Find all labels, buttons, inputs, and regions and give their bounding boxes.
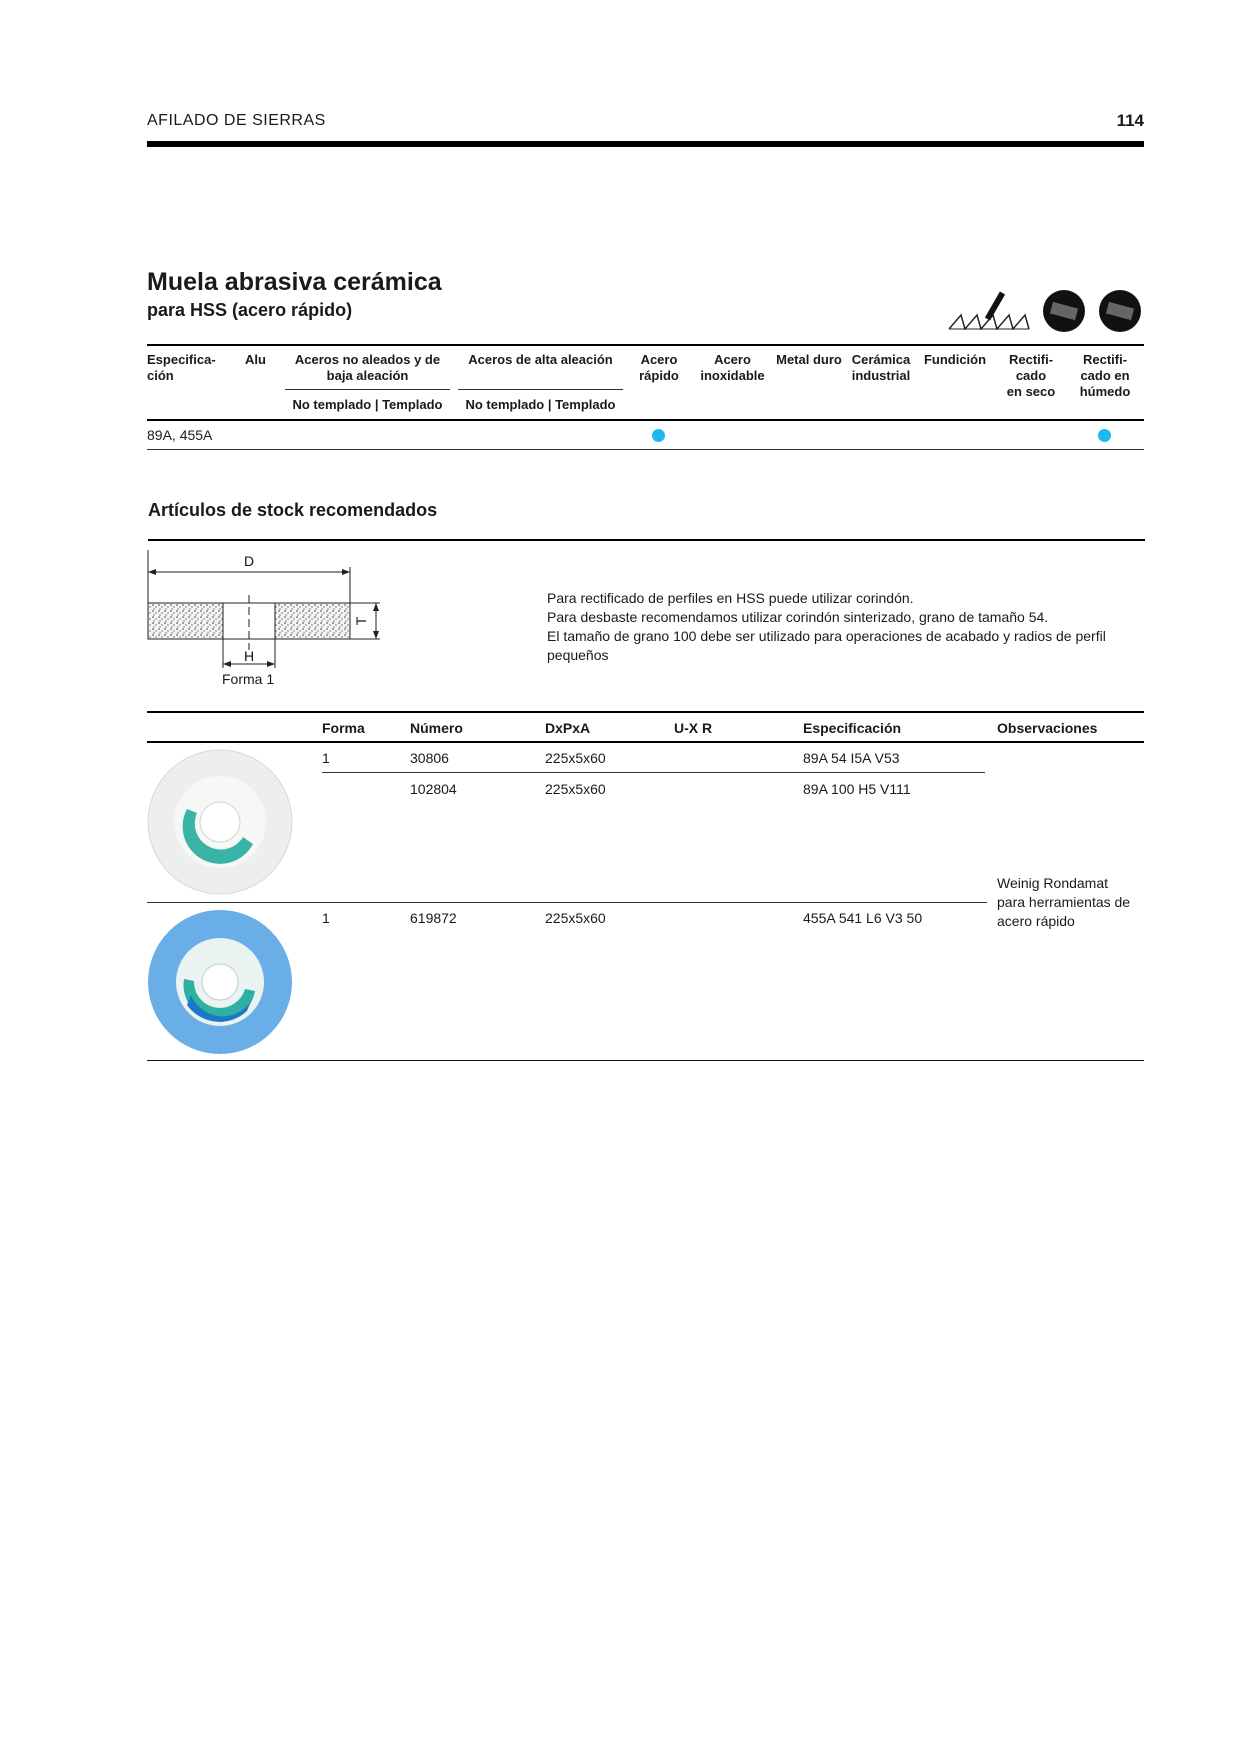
observations-text: Weinig Rondamat para herramientas de acero rápido <box>997 875 1131 929</box>
group-divider <box>147 902 987 903</box>
stock-section-rule <box>148 539 1145 541</box>
row-2-spec: 89A 100 H5 V111 <box>803 781 911 797</box>
section-title: AFILADO DE SIERRAS <box>147 112 326 129</box>
white-grinding-wheel-image <box>147 749 293 895</box>
wet-grinding-icon <box>1099 290 1141 332</box>
products-bottom-rule <box>147 1060 1144 1061</box>
hss-applicable-dot <box>652 429 665 442</box>
row-2-dims: 225x5x60 <box>545 781 606 797</box>
wet-applicable-dot <box>1098 429 1111 442</box>
row-2-numero: 102804 <box>410 781 457 797</box>
col-hss-header: Acero rápido <box>639 352 679 383</box>
col-low-alloy-sub: No templado | Templado <box>292 397 443 412</box>
col-dry-header: Rectifi- cado en seco <box>1006 352 1056 399</box>
high-alloy-subrule <box>458 389 623 390</box>
stock-section-title: Artículos de stock recomendados <box>148 500 438 520</box>
products-header-rule <box>147 741 1144 743</box>
col-spec-header: Especifica- ción <box>147 352 216 383</box>
spec-row-label: 89A, 455A <box>147 427 213 443</box>
row-3-numero: 619872 <box>410 910 457 926</box>
header-rule <box>147 141 1144 147</box>
col-ceramic-header: Cerámica industrial <box>851 352 911 383</box>
product-subtitle: para HSS (acero rápido) <box>147 300 353 320</box>
row-1-divider <box>322 772 985 773</box>
col-numero-header: Número <box>410 720 463 736</box>
spec-table-top-rule <box>147 344 1144 346</box>
row-3-dims: 225x5x60 <box>545 910 606 926</box>
saw-sharpening-icon <box>947 285 1031 333</box>
product-title: Muela abrasiva cerámica <box>147 268 442 296</box>
row-1-numero: 30806 <box>410 750 449 766</box>
low-alloy-subrule <box>285 389 450 390</box>
blue-grinding-wheel-image <box>147 909 293 1055</box>
spec-table-header-rule <box>147 419 1144 421</box>
col-alu-header: Alu <box>245 352 266 367</box>
note-line-2: Para desbaste recomendamos utilizar corindón sinterizado, grano de tamaño 54. <box>547 609 1049 625</box>
row-1-dims: 225x5x60 <box>545 750 606 766</box>
row-1-spec: 89A 54 I5A V53 <box>803 750 900 766</box>
dry-grinding-icon <box>1043 290 1085 332</box>
col-spec-header: Especificación <box>803 720 902 736</box>
row-3-spec: 455A 541 L6 V3 50 <box>803 910 923 926</box>
dim-h-label: H <box>243 648 255 664</box>
products-top-rule <box>147 711 1144 713</box>
col-uxr-header: U-X R <box>674 720 713 736</box>
col-cast-header: Fundición <box>923 352 987 367</box>
dim-t-label: T <box>353 616 369 626</box>
col-obs-header: Observaciones <box>997 720 1098 736</box>
note-line-1: Para rectificado de perfiles en HSS puede utilizar corindón. <box>547 590 914 606</box>
col-dims-header: DxPxA <box>545 720 591 736</box>
dim-d-label: D <box>243 553 255 569</box>
col-high-alloy-sub: No templado | Templado <box>465 397 616 412</box>
col-forma-header: Forma <box>322 720 365 736</box>
row-3-forma: 1 <box>322 910 330 926</box>
diagram-caption: Forma 1 <box>222 671 275 687</box>
col-high-alloy-header: Aceros de alta aleación <box>468 352 613 367</box>
col-wet-header: Rectifi- cado en húmedo <box>1079 352 1131 399</box>
col-carbide-header: Metal duro <box>776 352 842 367</box>
note-line-4: pequeños <box>547 647 609 663</box>
page-number: 114 <box>1116 111 1144 130</box>
col-stainless-header: Acero inoxidable <box>700 352 765 383</box>
spec-table-bottom-rule <box>147 449 1144 450</box>
col-low-alloy-header: Aceros no aleados y de baja aleación <box>294 352 441 383</box>
row-1-forma: 1 <box>322 750 330 766</box>
note-line-3: El tamaño de grano 100 debe ser utilizado para operaciones de acabado y radios de perfil <box>547 628 1106 644</box>
